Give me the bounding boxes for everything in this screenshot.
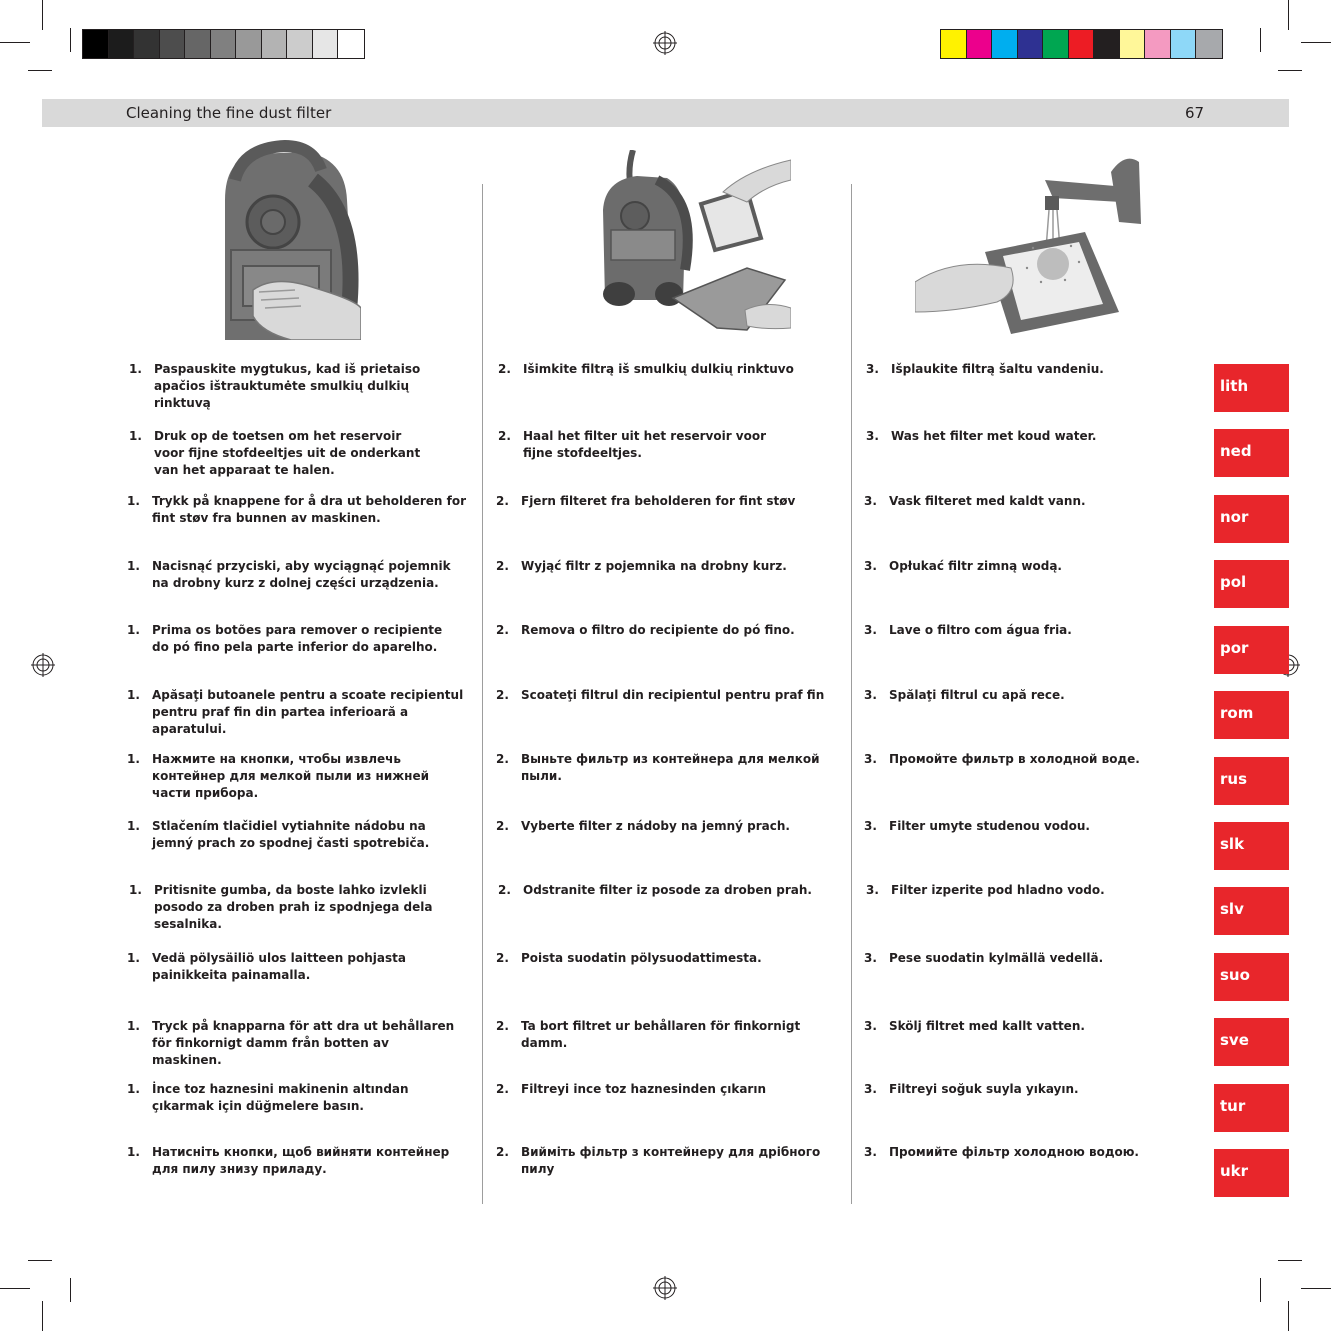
lang-tab-nor: nor: [1214, 495, 1289, 543]
step-3-ned: 3. Was het filter met koud water.: [866, 429, 1097, 443]
color-swatch: [1018, 30, 1044, 58]
color-swatch: [1145, 30, 1171, 58]
color-swatch: [1120, 30, 1146, 58]
step-3-por: 3. Lave o filtro com água fria.: [864, 623, 1072, 637]
step-2-nor: 2. Fjern filteret fra beholderen for fint støv: [496, 494, 796, 508]
step-2-sve: 2. Ta bort filtret ur behållaren för finkornigt damm.: [496, 1019, 801, 1050]
step-1-pol: 1. Nacisnąć przyciski, aby wyciągnąć pojemnik na drobny kurz z dolnej części urządzenia.: [127, 559, 451, 590]
press-buttons-illustration: [195, 140, 361, 340]
step-3-nor: 3. Vask filteret med kaldt vann.: [864, 494, 1086, 508]
color-swatch: [236, 30, 262, 58]
step-2-rus: 2. Выньте фильтр из контейнера для мелкой пыли.: [496, 752, 820, 783]
gray-swatch-bar: [82, 29, 365, 59]
lang-tab-rom: rom: [1214, 691, 1289, 739]
step-2-ned: 2. Haal het filter uit het reservoir voor fijne stofdeeltjes.: [498, 429, 767, 460]
step-2-suo: 2. Poista suodatin pölysuodattimesta.: [496, 951, 762, 965]
color-swatch: [134, 30, 160, 58]
lang-tab-slk: slk: [1214, 822, 1289, 870]
color-swatch: [992, 30, 1018, 58]
step-2-rom: 2. Scoateţi filtrul din recipientul pentru praf fin: [496, 688, 825, 702]
step-1-suo: 1. Vedä pölysäiliö ulos laitteen pohjasta painikkeita painamalla.: [127, 951, 406, 982]
step-3-ukr: 3. Промийте фільтр холодною водою.: [864, 1145, 1139, 1159]
step-1-rus: 1. Нажмите на кнопки, чтобы извлечь контейнер для мелкой пыли из нижней части прибора.: [127, 752, 430, 800]
lang-tab-lith: lith: [1214, 364, 1289, 412]
column-divider: [851, 184, 852, 1204]
lang-tab-tur: tur: [1214, 1084, 1289, 1132]
color-swatch: [1043, 30, 1069, 58]
color-swatch: [160, 30, 186, 58]
step-1-tur: 1. İnce toz haznesini makinenin altından çıkarmak için düğmelere basın.: [127, 1082, 409, 1113]
lang-tab-pol: pol: [1214, 560, 1289, 608]
rinse-filter-illustration: [915, 152, 1170, 334]
step-3-tur: 3. Filtreyi soğuk suyla yıkayın.: [864, 1082, 1079, 1096]
step-2-slk: 2. Vyberte filter z nádoby na jemný prach.: [496, 819, 790, 833]
remove-filter-illustration: [597, 150, 791, 334]
step-2-pol: 2. Wyjąć filtr z pojemnika na drobny kurz.: [496, 559, 787, 573]
color-swatch: [941, 30, 967, 58]
registration-mark-icon: [653, 1276, 677, 1300]
color-swatch: [1196, 30, 1222, 58]
step-1-rom: 1. Apăsaţi butoanele pentru a scoate recipientul pentru praf fin din partea inferioară a aparatului.: [127, 688, 464, 736]
color-swatch: [1094, 30, 1120, 58]
registration-mark-icon: [653, 31, 677, 55]
lang-tab-por: por: [1214, 626, 1289, 674]
color-swatch: [83, 30, 109, 58]
column-divider: [482, 184, 483, 1204]
step-3-rus: 3. Промойте фильтр в холодной воде.: [864, 752, 1140, 766]
step-3-rom: 3. Spălaţi filtrul cu apă rece.: [864, 688, 1065, 702]
step-1-nor: 1. Trykk på knappene for å dra ut beholderen for fint støv fra bunnen av maskinen.: [127, 494, 467, 525]
step-3-slk: 3. Filter umyte studenou vodou.: [864, 819, 1090, 833]
step-1-slk: 1. Stlačením tlačidiel vytiahnite nádobu na jemný prach zo spodnej časti spotrebiča.: [127, 819, 430, 850]
color-swatch-bar: [940, 29, 1223, 59]
lang-tab-rus: rus: [1214, 757, 1289, 805]
lang-tab-sve: sve: [1214, 1018, 1289, 1066]
lang-tab-slv: slv: [1214, 887, 1289, 935]
color-swatch: [338, 30, 364, 58]
color-swatch: [313, 30, 339, 58]
step-3-suo: 3. Pese suodatin kylmällä vedellä.: [864, 951, 1104, 965]
color-swatch: [262, 30, 288, 58]
step-3-lith: 3. Išplaukite filtrą šaltu vandeniu.: [866, 362, 1104, 376]
color-swatch: [967, 30, 993, 58]
color-swatch: [211, 30, 237, 58]
color-swatch: [1069, 30, 1095, 58]
lang-tab-ned: ned: [1214, 429, 1289, 477]
step-2-slv: 2. Odstranite filter iz posode za droben prah.: [498, 883, 812, 897]
page-title: Cleaning the fine dust filter: [126, 104, 332, 122]
page-number: 67: [1185, 104, 1205, 122]
color-swatch: [185, 30, 211, 58]
color-swatch: [287, 30, 313, 58]
step-1-por: 1. Prima os botões para remover o recipiente do pó fino pela parte inferior do aparelho.: [127, 623, 443, 654]
step-2-ukr: 2. Вийміть фільтр з контейнеру для дрібного пилу: [496, 1145, 821, 1176]
step-3-pol: 3. Opłukać filtr zimną wodą.: [864, 559, 1062, 573]
lang-tab-suo: suo: [1214, 953, 1289, 1001]
step-2-tur: 2. Filtreyi ince toz haznesinden çıkarın: [496, 1082, 766, 1096]
step-1-ukr: 1. Натисніть кнопки, щоб вийняти контейнер для пилу знизу приладу.: [127, 1145, 450, 1176]
color-swatch: [109, 30, 135, 58]
registration-mark-icon: [31, 653, 55, 677]
step-2-por: 2. Remova o filtro do recipiente do pó fino.: [496, 623, 795, 637]
step-1-lith: 1. Paspauskite mygtukus, kad iš prietaiso apačios ištrauktumėte smulkių dulkių rinktuvą: [129, 362, 421, 410]
step-1-slv: 1. Pritisnite gumba, da boste lahko izvlekli posodo za droben prah iz spodnjega dela sesalnika.: [129, 883, 433, 931]
step-2-lith: 2. Išimkite filtrą iš smulkių dulkių rinktuvo: [498, 362, 794, 376]
step-1-ned: 1. Druk op de toetsen om het reservoir voor fijne stofdeeltjes uit de onderkant van het apparaat te halen.: [129, 429, 421, 477]
step-3-slv: 3. Filter izperite pod hladno vodo.: [866, 883, 1105, 897]
step-3-sve: 3. Skölj filtret med kallt vatten.: [864, 1019, 1085, 1033]
color-swatch: [1171, 30, 1197, 58]
lang-tab-ukr: ukr: [1214, 1149, 1289, 1197]
step-1-sve: 1. Tryck på knapparna för att dra ut behållaren för finkornigt damm från botten av maskinen.: [127, 1019, 455, 1067]
